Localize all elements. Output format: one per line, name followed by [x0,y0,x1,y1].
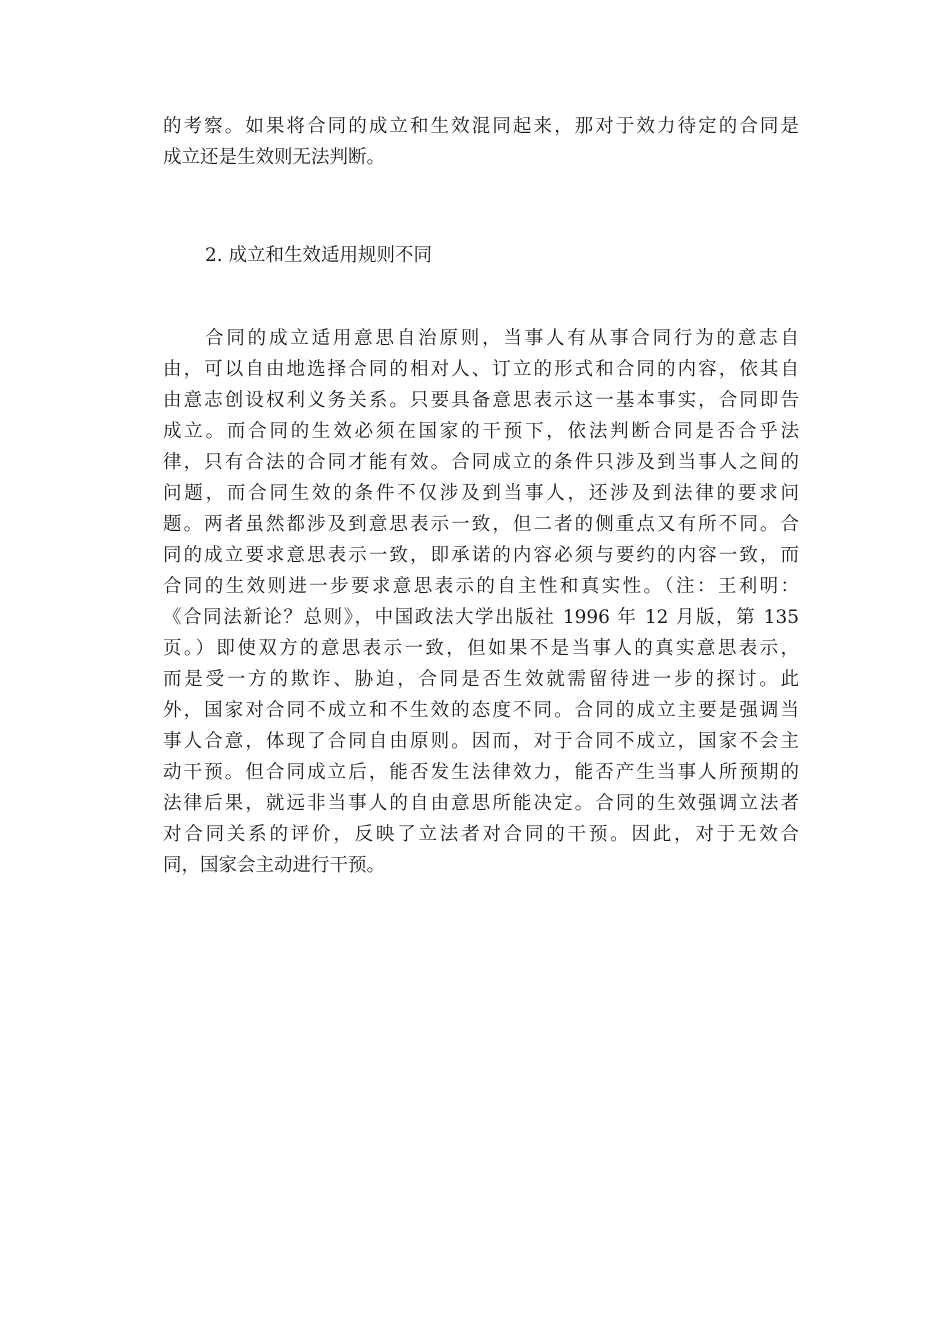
text-line: 成立还是生效则无法判断。 [163,147,386,168]
text-line: 题。两者虽然都涉及到意思表示一致，但二者的侧重点又有所不同。合 [163,514,799,535]
paragraph-continuation [163,111,799,173]
text-line: 事人合意，体现了合同自由原则。因而，对于合同不成立，国家不会主 [163,731,799,752]
text-line: 动干预。但合同成立后，能否发生法律效力，能否产生当事人所预期的 [163,762,799,783]
text-line: 法律后果，就远非当事人的自由意思所能决定。合同的生效强调立法者 [163,793,799,814]
section-heading [163,240,799,271]
text-line: 页。）即使双方的意思表示一致，但如果不是当事人的真实意思表示， [163,638,799,659]
section-heading-text: 2. 成立和生效适用规则不同 [205,245,433,266]
text-line: 外，国家对合同不成立和不生效的态度不同。合同的成立主要是强调当 [163,700,799,721]
text-line: 合同的成立适用意思自治原则，当事人有从事合同行为的意志自 [205,328,799,349]
text-line: 问题，而合同生效的条件不仅涉及到当事人，还涉及到法律的要求问 [163,483,799,504]
paragraph-body [163,323,799,881]
text-line: 《合同法新论？总则》，中国政法大学出版社 1996 年 12 月版，第 135 [163,607,799,628]
text-line: 由，可以自由地选择合同的相对人、订立的形式和合同的内容，依其自 [163,359,799,380]
text-line: 成立。而合同的生效必须在国家的干预下，依法判断合同是否合乎法 [163,421,799,442]
text-line: 而是受一方的欺诈、胁迫，合同是否生效就需留待进一步的探讨。此 [163,669,799,690]
text-line: 律，只有合法的合同才能有效。合同成立的条件只涉及到当事人之间的 [163,452,799,473]
text-line: 由意志创设权利义务关系。只要具备意思表示这一基本事实，合同即告 [163,390,799,411]
text-line: 对合同关系的评价，反映了立法者对合同的干预。因此，对于无效合 [163,824,799,845]
text-line: 的考察。如果将合同的成立和生效混同起来，那对于效力待定的合同是 [163,116,799,137]
text-line: 同的成立要求意思表示一致，即承诺的内容必须与要约的内容一致，而 [163,545,799,566]
text-line: 合同的生效则进一步要求意思表示的自主性和真实性。（注：王利明： [163,576,799,597]
text-line: 同，国家会主动进行干预。 [163,855,386,876]
